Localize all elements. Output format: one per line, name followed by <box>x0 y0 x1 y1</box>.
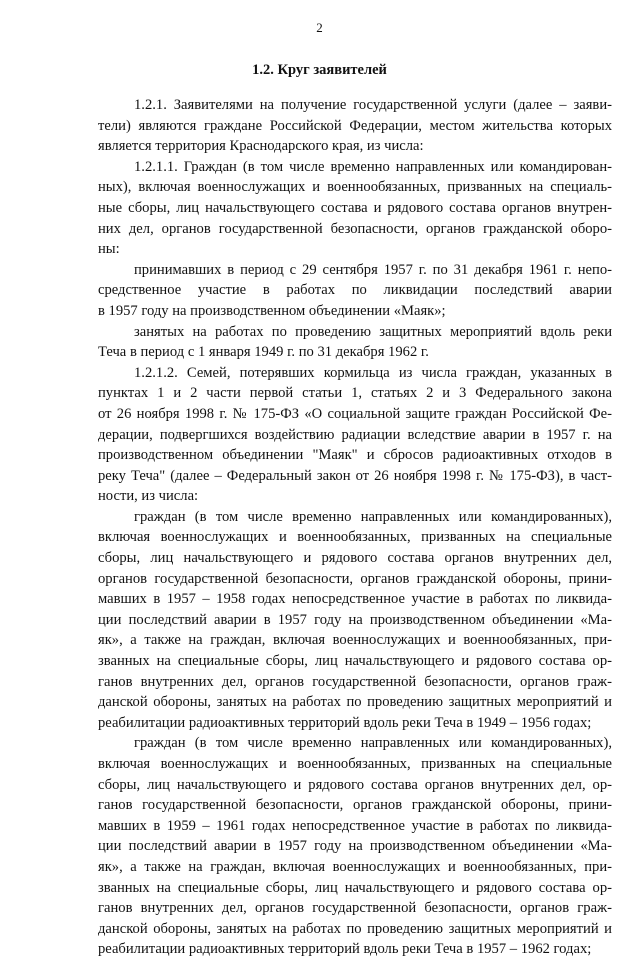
paragraph-line: тели) являются граждане Российской Федерации, местом жительства которых <box>98 117 612 134</box>
paragraph-line: включая военнослужащих и военнообязанных, призванных на специальные <box>98 529 612 546</box>
paragraph-line: ганов внутренних дел, органов государственной безопасности, органов граж- <box>98 900 612 917</box>
paragraph-line: ности, из числа: <box>98 488 199 505</box>
paragraph-line: дерации, подвергшихся воздействию радиации вследствие аварии в 1957 г. на <box>98 426 612 443</box>
paragraph-line: них дел, органов государственной безопасности, органов гражданской оборо- <box>98 220 612 237</box>
paragraph-line: пунктах 1 и 2 части первой статьи 1, статьях 2 и 3 Федерального закона <box>98 385 612 402</box>
paragraph-line: званных на специальные сборы, лиц начальствующего и рядового состава ор- <box>98 879 612 896</box>
paragraph-line: граждан (в том числе временно направленных или командированных), <box>134 508 612 525</box>
paragraph-line: средственное участие в работах по ликвидации последствий аварии <box>98 282 612 299</box>
paragraph <box>98 363 612 507</box>
paragraph-line: ны: <box>98 241 120 258</box>
paragraph-line: 1.2.1.1. Граждан (в том числе временно направленных или командирован- <box>134 158 612 175</box>
paragraph-line: 1.2.1. Заявителями на получение государственной услуги (далее – заяви- <box>134 97 612 113</box>
paragraph-line: является территория Краснодарского края, из числа: <box>98 138 424 155</box>
paragraph-line: принимавших в период с 29 сентября 1957 г. по 31 декабря 1961 г. непо- <box>134 261 612 278</box>
paragraph-line: от 26 ноября 1998 г. № 175-ФЗ «О социальной защите граждан Российской Фе- <box>98 405 612 422</box>
paragraph-line: як», а также на граждан, включая военнослужащих и военнообязанных, при- <box>98 632 612 649</box>
paragraph-line: занятых на работах по проведению защитных мероприятий вдоль реки <box>134 323 612 340</box>
paragraph-line: производственном объединении "Маяк" и сбросов радиоактивных отходов в <box>98 447 612 464</box>
paragraph-line: реку Теча" (далее – Федеральный закон от 26 ноября 1998 г. № 175-ФЗ), в част- <box>98 467 612 484</box>
paragraph-line: як», а также на граждан, включая военнослужащих и военнообязанных, при- <box>98 858 612 875</box>
paragraph-line: 1.2.1.2. Семей, потерявших кормильца из числа граждан, указанных в <box>134 364 612 381</box>
paragraph <box>98 322 612 363</box>
section-title: 1.2. Круг заявителей <box>252 62 387 78</box>
paragraph-line: мавших в 1959 – 1961 годах непосредственное участие в работах по ликвида- <box>98 817 612 834</box>
paragraph <box>98 157 612 260</box>
paragraph-line: Теча в период с 1 января 1949 г. по 31 декабря 1962 г. <box>98 344 429 361</box>
paragraph-line: ганов государственной безопасности, органов гражданской обороны, прини- <box>98 797 612 814</box>
paragraph-line: реабилитации радиоактивных территорий вдоль реки Теча в 1949 – 1956 годах; <box>98 714 592 731</box>
paragraph-line: ции последствий аварии в 1957 году на производственном объединении «Ма- <box>98 838 612 855</box>
paragraph-line: мавших в 1957 – 1958 годах непосредственное участие в работах по ликвида- <box>98 591 612 608</box>
paragraph <box>98 733 612 960</box>
paragraph-line: ции последствий аварии в 1957 году на производственном объединении «Ма- <box>98 611 612 628</box>
paragraph-line: званных на специальные сборы, лиц начальствующего и рядового состава ор- <box>98 653 612 670</box>
paragraph-line: включая военнослужащих и военнообязанных, призванных на специальные <box>98 756 612 772</box>
paragraph-line: в 1957 году на производственном объединении «Маяк»; <box>98 302 446 319</box>
paragraph <box>98 95 612 157</box>
paragraph <box>98 260 612 322</box>
paragraph-line: реабилитации радиоактивных территорий вдоль реки Теча в 1957 – 1962 годах; <box>98 941 592 958</box>
paragraph-line: органов государственной безопасности, органов гражданской обороны, прини- <box>98 570 612 587</box>
page-number: 2 <box>316 20 323 35</box>
paragraph-line: данской обороны, занятых на работах по проведению защитных мероприятий и <box>98 920 612 937</box>
paragraph-line: ные сборы, лиц начальствующего состава и рядового состава органов внутрен- <box>98 199 612 216</box>
paragraph-line: данской обороны, занятых на работах по проведению защитных мероприятий и <box>98 694 612 711</box>
paragraph <box>98 507 612 734</box>
paragraph-line: граждан (в том числе временно направленных или командированных), <box>134 735 612 752</box>
paragraph-line: сборы, лиц начальствующего и рядового состава органов внутренних дел, <box>98 550 612 567</box>
paragraph-line: ных), включая военнослужащих и военнообязанных, призванных на специаль- <box>98 179 612 196</box>
paragraph-line: ганов внутренних дел, органов государственной безопасности, органов граж- <box>98 673 612 690</box>
document-body <box>98 95 612 960</box>
paragraph-line: сборы, лиц начальствующего и рядового состава органов внутренних дел, ор- <box>98 776 612 793</box>
